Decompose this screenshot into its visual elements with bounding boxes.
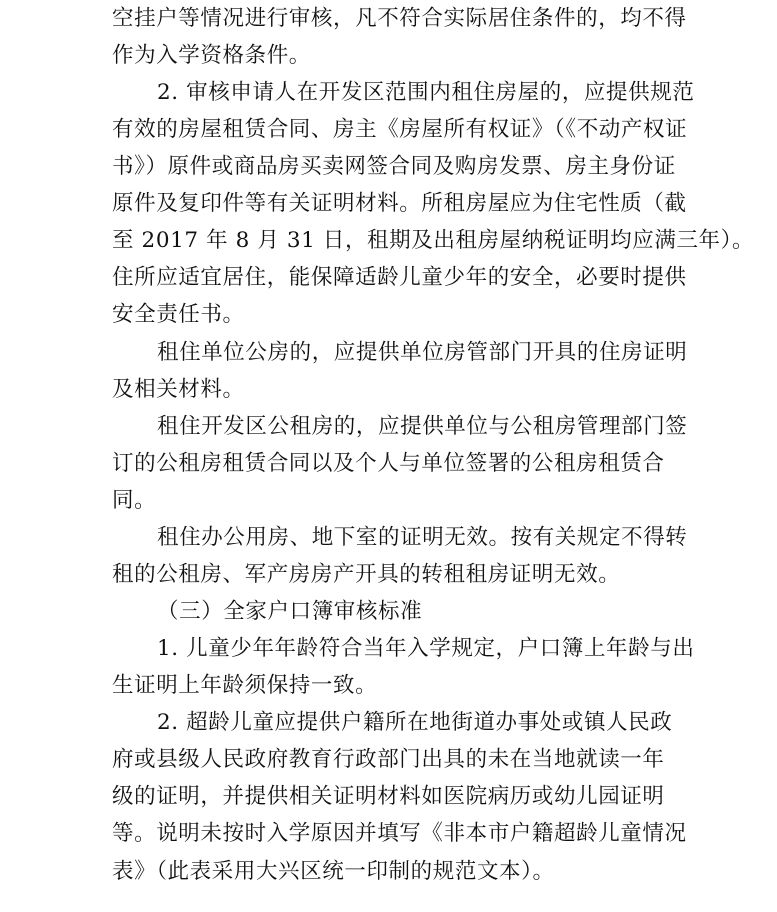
text-line: 及相关材料。 bbox=[112, 377, 245, 402]
text-line: 空挂户等情况进行审核，凡不符合实际居住条件的，均不得 bbox=[112, 6, 687, 31]
text-line: 租住单位公房的，应提供单位房管部门开具的住房证明 bbox=[157, 340, 688, 365]
text-line: 书》）原件或商品房买卖网签合同及购房发票、房主身份证 bbox=[112, 154, 676, 179]
text-line: 府或县级人民政府教育行政部门出具的未在当地就读一年 bbox=[112, 747, 665, 772]
text-line: 原件及复印件等有关证明材料。所租房屋应为住宅性质（截 bbox=[112, 191, 687, 216]
text-line: 订的公租房租赁合同以及个人与单位签署的公租房租赁合 bbox=[112, 451, 665, 476]
section-heading: （三）全家户口簿审核标准 bbox=[157, 599, 423, 624]
text-line: 租住办公用房、地下室的证明无效。按有关规定不得转 bbox=[157, 525, 688, 550]
text-line: 作为入学资格条件。 bbox=[112, 43, 311, 68]
text-line: 等。说明未按时入学原因并填写《非本市户籍超龄儿童情况 bbox=[112, 821, 687, 846]
text-line: 有效的房屋租赁合同、房主《房屋所有权证》（《不动产权证 bbox=[112, 117, 688, 142]
text-line: 生证明上年龄须保持一致。 bbox=[112, 673, 378, 698]
text-line: 安全责任书。 bbox=[112, 302, 245, 327]
text-line: 表》（此表采用大兴区统一印制的规范文本）。 bbox=[112, 859, 555, 884]
text-line: 2. 超龄儿童应提供户籍所在地街道办事处或镇人民政 bbox=[157, 710, 673, 735]
text-line: 至 2017 年 8 月 31 日，租期及出租房屋纳税证明均应满三年）。 bbox=[112, 228, 755, 253]
text-line: 住所应适宜居住，能保障适龄儿童少年的安全，必要时提供 bbox=[112, 265, 687, 290]
text-line: 租的公租房、军产房房产开具的转租租房证明无效。 bbox=[112, 562, 621, 587]
text-line: 2. 审核申请人在开发区范围内租住房屋的，应提供规范 bbox=[157, 80, 695, 105]
text-line: 同。 bbox=[112, 488, 157, 513]
text-line: 1. 儿童少年年龄符合当年入学规定，户口簿上年龄与出 bbox=[157, 636, 695, 661]
text-line: 级的证明，并提供相关证明材料如医院病历或幼儿园证明 bbox=[112, 784, 665, 809]
text-line: 租住开发区公租房的，应提供单位与公租房管理部门签 bbox=[157, 414, 688, 439]
